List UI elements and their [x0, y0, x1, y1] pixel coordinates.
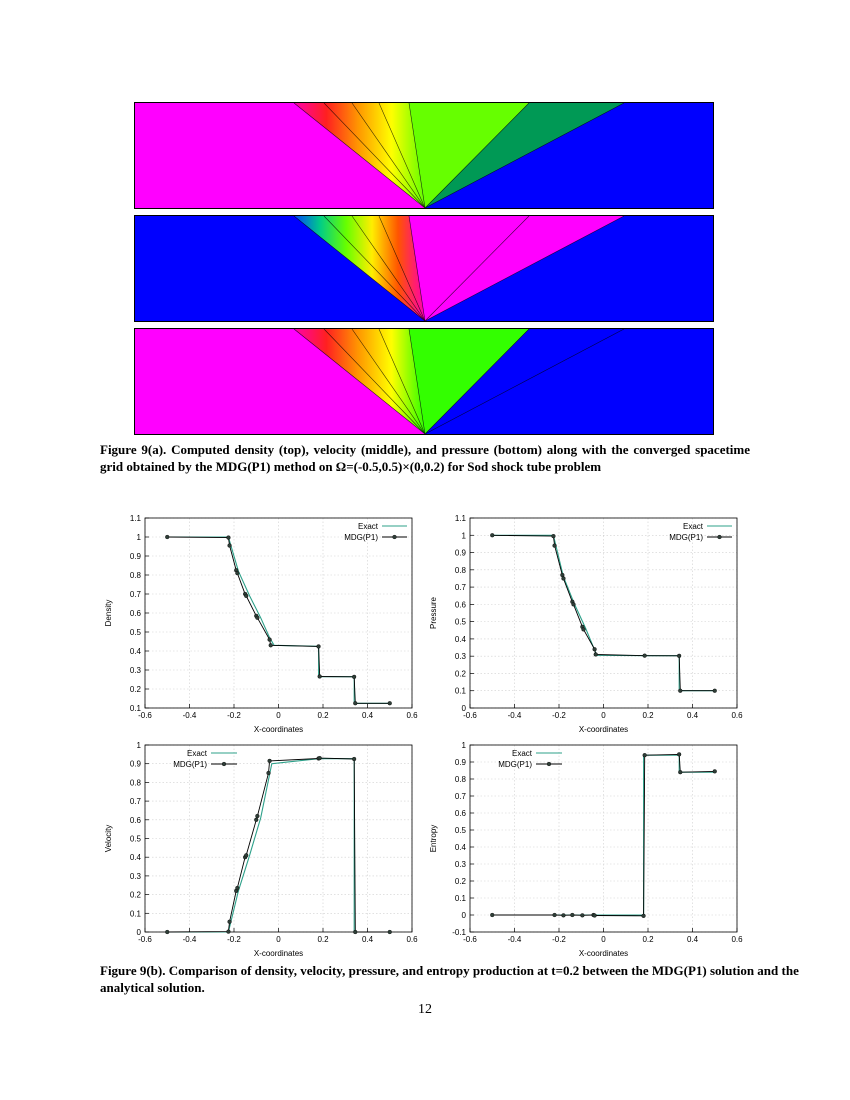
entropy-plot	[425, 737, 745, 959]
legend-marker	[718, 535, 722, 539]
y-tick-label: 0.3	[129, 666, 141, 675]
legend-marker	[222, 762, 226, 766]
y-tick-label: 1	[461, 741, 466, 750]
data-point	[227, 536, 231, 540]
x-tick-label: 0.4	[686, 711, 699, 720]
data-point	[642, 914, 646, 918]
data-point	[678, 689, 682, 693]
x-tick-label: 0.4	[361, 711, 374, 720]
x-tick-label: -0.6	[463, 935, 477, 944]
y-tick-label: 0.3	[454, 652, 466, 662]
velocity-plot	[100, 737, 420, 959]
legend-label: Exact	[357, 522, 378, 531]
y-axis-label: Velocity	[104, 824, 113, 853]
legend-marker	[393, 535, 397, 539]
y-tick-label: 0.2	[454, 877, 466, 886]
x-tick-label: 0.6	[731, 935, 743, 944]
density-plot	[100, 510, 420, 735]
y-tick-label: -0.1	[452, 928, 466, 937]
y-axis-label: Entropy	[429, 824, 438, 853]
data-point	[552, 534, 556, 538]
page-number: 12	[418, 1002, 432, 1017]
data-point	[572, 602, 576, 606]
data-point	[553, 913, 557, 917]
y-axis-label: Pressure	[429, 596, 438, 630]
x-axis-label: X-coordinates	[253, 725, 304, 734]
x-tick-label: 0.4	[361, 935, 374, 944]
y-tick-label: 0.4	[129, 853, 141, 863]
pressure-plot	[425, 510, 745, 735]
series-line-mdg-p1-	[492, 754, 715, 915]
y-tick-label: 0.8	[454, 565, 466, 575]
figure-9b-label: Figure 9(b).	[100, 963, 166, 978]
legend-label: MDG(P1)	[498, 760, 532, 769]
y-tick-label: 0.4	[454, 843, 466, 852]
x-tick-label: -0.4	[182, 935, 197, 944]
data-point	[562, 577, 566, 581]
y-tick-label: 0.1	[454, 686, 466, 696]
y-tick-label: 0.4	[454, 634, 466, 644]
x-tick-label: 0	[276, 711, 281, 720]
x-tick-label: 0.6	[731, 711, 743, 720]
y-tick-label: 0.6	[129, 609, 141, 618]
data-point	[562, 913, 566, 917]
y-tick-label: 1	[136, 533, 141, 542]
y-tick-label: 0.7	[129, 797, 141, 807]
data-point	[713, 769, 717, 773]
data-point	[593, 914, 597, 918]
figure-9b-caption	[100, 962, 800, 996]
data-point	[580, 913, 584, 917]
x-tick-label: -0.2	[227, 711, 241, 720]
spacetime-figure	[134, 102, 715, 436]
legend-label: MDG(P1)	[344, 533, 378, 542]
data-point	[235, 571, 239, 575]
x-tick-label: 0.6	[406, 711, 418, 720]
data-point	[643, 654, 647, 658]
y-tick-label: 0	[461, 704, 466, 713]
legend-label: MDG(P1)	[173, 760, 207, 769]
data-point	[254, 818, 258, 822]
y-tick-label: 0.7	[454, 792, 466, 801]
data-point	[713, 689, 717, 693]
pressure-plot-svg	[425, 510, 745, 735]
y-tick-label: 0.3	[454, 860, 466, 869]
y-tick-label: 0.9	[129, 759, 141, 769]
y-tick-label: 1.1	[129, 514, 141, 523]
y-tick-label: 0.6	[454, 600, 466, 610]
x-tick-label: -0.2	[552, 711, 566, 720]
data-point	[318, 756, 322, 760]
y-tick-label: 0.1	[129, 704, 141, 713]
data-point	[677, 752, 681, 756]
legend-label: Exact	[186, 749, 207, 758]
x-tick-label: 0.6	[406, 935, 418, 944]
velocity-panel	[135, 216, 714, 322]
legend-label: Exact	[682, 522, 703, 531]
data-point	[490, 913, 494, 917]
x-axis-label: X-coordinates	[578, 949, 629, 958]
data-point	[570, 913, 574, 917]
y-tick-label: 0.2	[129, 890, 141, 900]
y-tick-label: 0.5	[454, 826, 466, 835]
entropy-plot-svg	[425, 737, 745, 959]
legend-marker	[547, 762, 551, 766]
data-point	[352, 757, 356, 761]
data-point	[228, 920, 232, 924]
data-point	[244, 853, 248, 857]
data-point	[165, 535, 169, 539]
data-point	[560, 573, 564, 577]
y-tick-label: 0.9	[454, 548, 466, 558]
data-point	[244, 594, 248, 598]
x-tick-label: -0.6	[463, 711, 477, 720]
x-tick-label: 0	[276, 935, 281, 944]
y-tick-label: 0.7	[129, 590, 141, 599]
data-point	[678, 770, 682, 774]
x-axis-label: X-coordinates	[578, 725, 629, 734]
density-panel	[135, 103, 714, 209]
y-tick-label: 0.1	[454, 894, 466, 903]
x-tick-label: 0.2	[317, 935, 329, 944]
x-tick-label: 0.4	[686, 935, 699, 944]
y-tick-label: 0.6	[129, 815, 141, 825]
x-tick-label: 0	[601, 935, 606, 944]
figure-9a-caption	[100, 441, 750, 475]
data-point	[388, 701, 392, 705]
y-tick-label: 0.3	[129, 871, 141, 881]
y-tick-label: 0.9	[454, 758, 466, 767]
y-tick-label: 0.7	[454, 583, 466, 593]
data-point	[255, 814, 259, 818]
y-tick-label: 0.5	[454, 617, 466, 627]
y-tick-label: 0.8	[454, 775, 466, 784]
y-tick-label: 0.8	[129, 571, 141, 580]
y-tick-label: 0.8	[129, 778, 141, 788]
velocity-plot-svg	[100, 737, 420, 959]
y-axis-label: Density	[104, 599, 113, 627]
y-tick-label: 0	[461, 911, 466, 920]
data-point	[643, 753, 647, 757]
density-plot-svg	[100, 510, 420, 735]
pressure-panel	[135, 329, 714, 435]
x-tick-label: -0.2	[227, 935, 241, 944]
data-point	[268, 638, 272, 642]
data-point	[553, 544, 557, 548]
x-tick-label: -0.4	[507, 935, 522, 944]
figure-9b-text: Comparison of density, velocity, pressure, and entropy production at t=0.2 between the MDG(P1) solution and the analytical solution.	[100, 963, 799, 995]
y-tick-label: 0.1	[129, 909, 141, 919]
data-point	[267, 771, 271, 775]
data-point	[318, 675, 322, 679]
y-tick-label: 0	[136, 928, 141, 937]
x-tick-label: 0.2	[642, 711, 654, 720]
x-tick-label: -0.6	[138, 711, 152, 720]
y-tick-label: 1.1	[454, 514, 466, 523]
y-tick-label: 0.4	[129, 647, 141, 656]
data-point	[490, 533, 494, 537]
x-tick-label: 0.2	[317, 711, 329, 720]
legend-label: Exact	[511, 749, 532, 758]
data-point	[677, 654, 681, 658]
data-point	[268, 759, 272, 763]
data-point	[228, 544, 232, 548]
data-point	[352, 675, 356, 679]
x-tick-label: -0.4	[182, 711, 197, 720]
y-tick-label: 0.2	[129, 685, 141, 694]
data-point	[388, 930, 392, 934]
data-point	[582, 628, 586, 632]
x-tick-label: 0.2	[642, 935, 654, 944]
data-point	[317, 645, 321, 649]
y-tick-label: 0.5	[129, 628, 141, 637]
y-tick-label: 1	[136, 741, 141, 750]
x-tick-label: -0.6	[138, 935, 152, 944]
data-point	[255, 616, 259, 620]
x-tick-label: 0	[601, 711, 606, 720]
figure-9a-label: Figure 9(a).	[100, 442, 167, 457]
y-tick-label: 0.2	[454, 669, 466, 679]
data-point	[227, 930, 231, 934]
data-point	[593, 647, 597, 651]
data-point	[594, 653, 598, 657]
data-point	[165, 930, 169, 934]
y-tick-label: 0.9	[129, 552, 141, 561]
data-point	[353, 930, 357, 934]
data-point	[353, 701, 357, 705]
x-tick-label: -0.4	[507, 711, 522, 720]
data-point	[269, 643, 273, 647]
x-tick-label: -0.2	[552, 935, 566, 944]
legend-label: MDG(P1)	[669, 533, 703, 542]
x-axis-label: X-coordinates	[253, 949, 304, 958]
y-tick-label: 0.5	[129, 834, 141, 844]
y-tick-label: 1	[461, 531, 466, 541]
data-point	[235, 886, 239, 890]
figure-9a-text: Computed density (top), velocity (middle), and pressure (bottom) along with the converged spacetime grid obtained by the MDG(P1) method on Ω=(-0.5,0.5)×(0,0.2) for Sod shock tube problem	[100, 442, 751, 474]
y-tick-label: 0.6	[454, 809, 466, 818]
spacetime-svg	[134, 102, 715, 436]
